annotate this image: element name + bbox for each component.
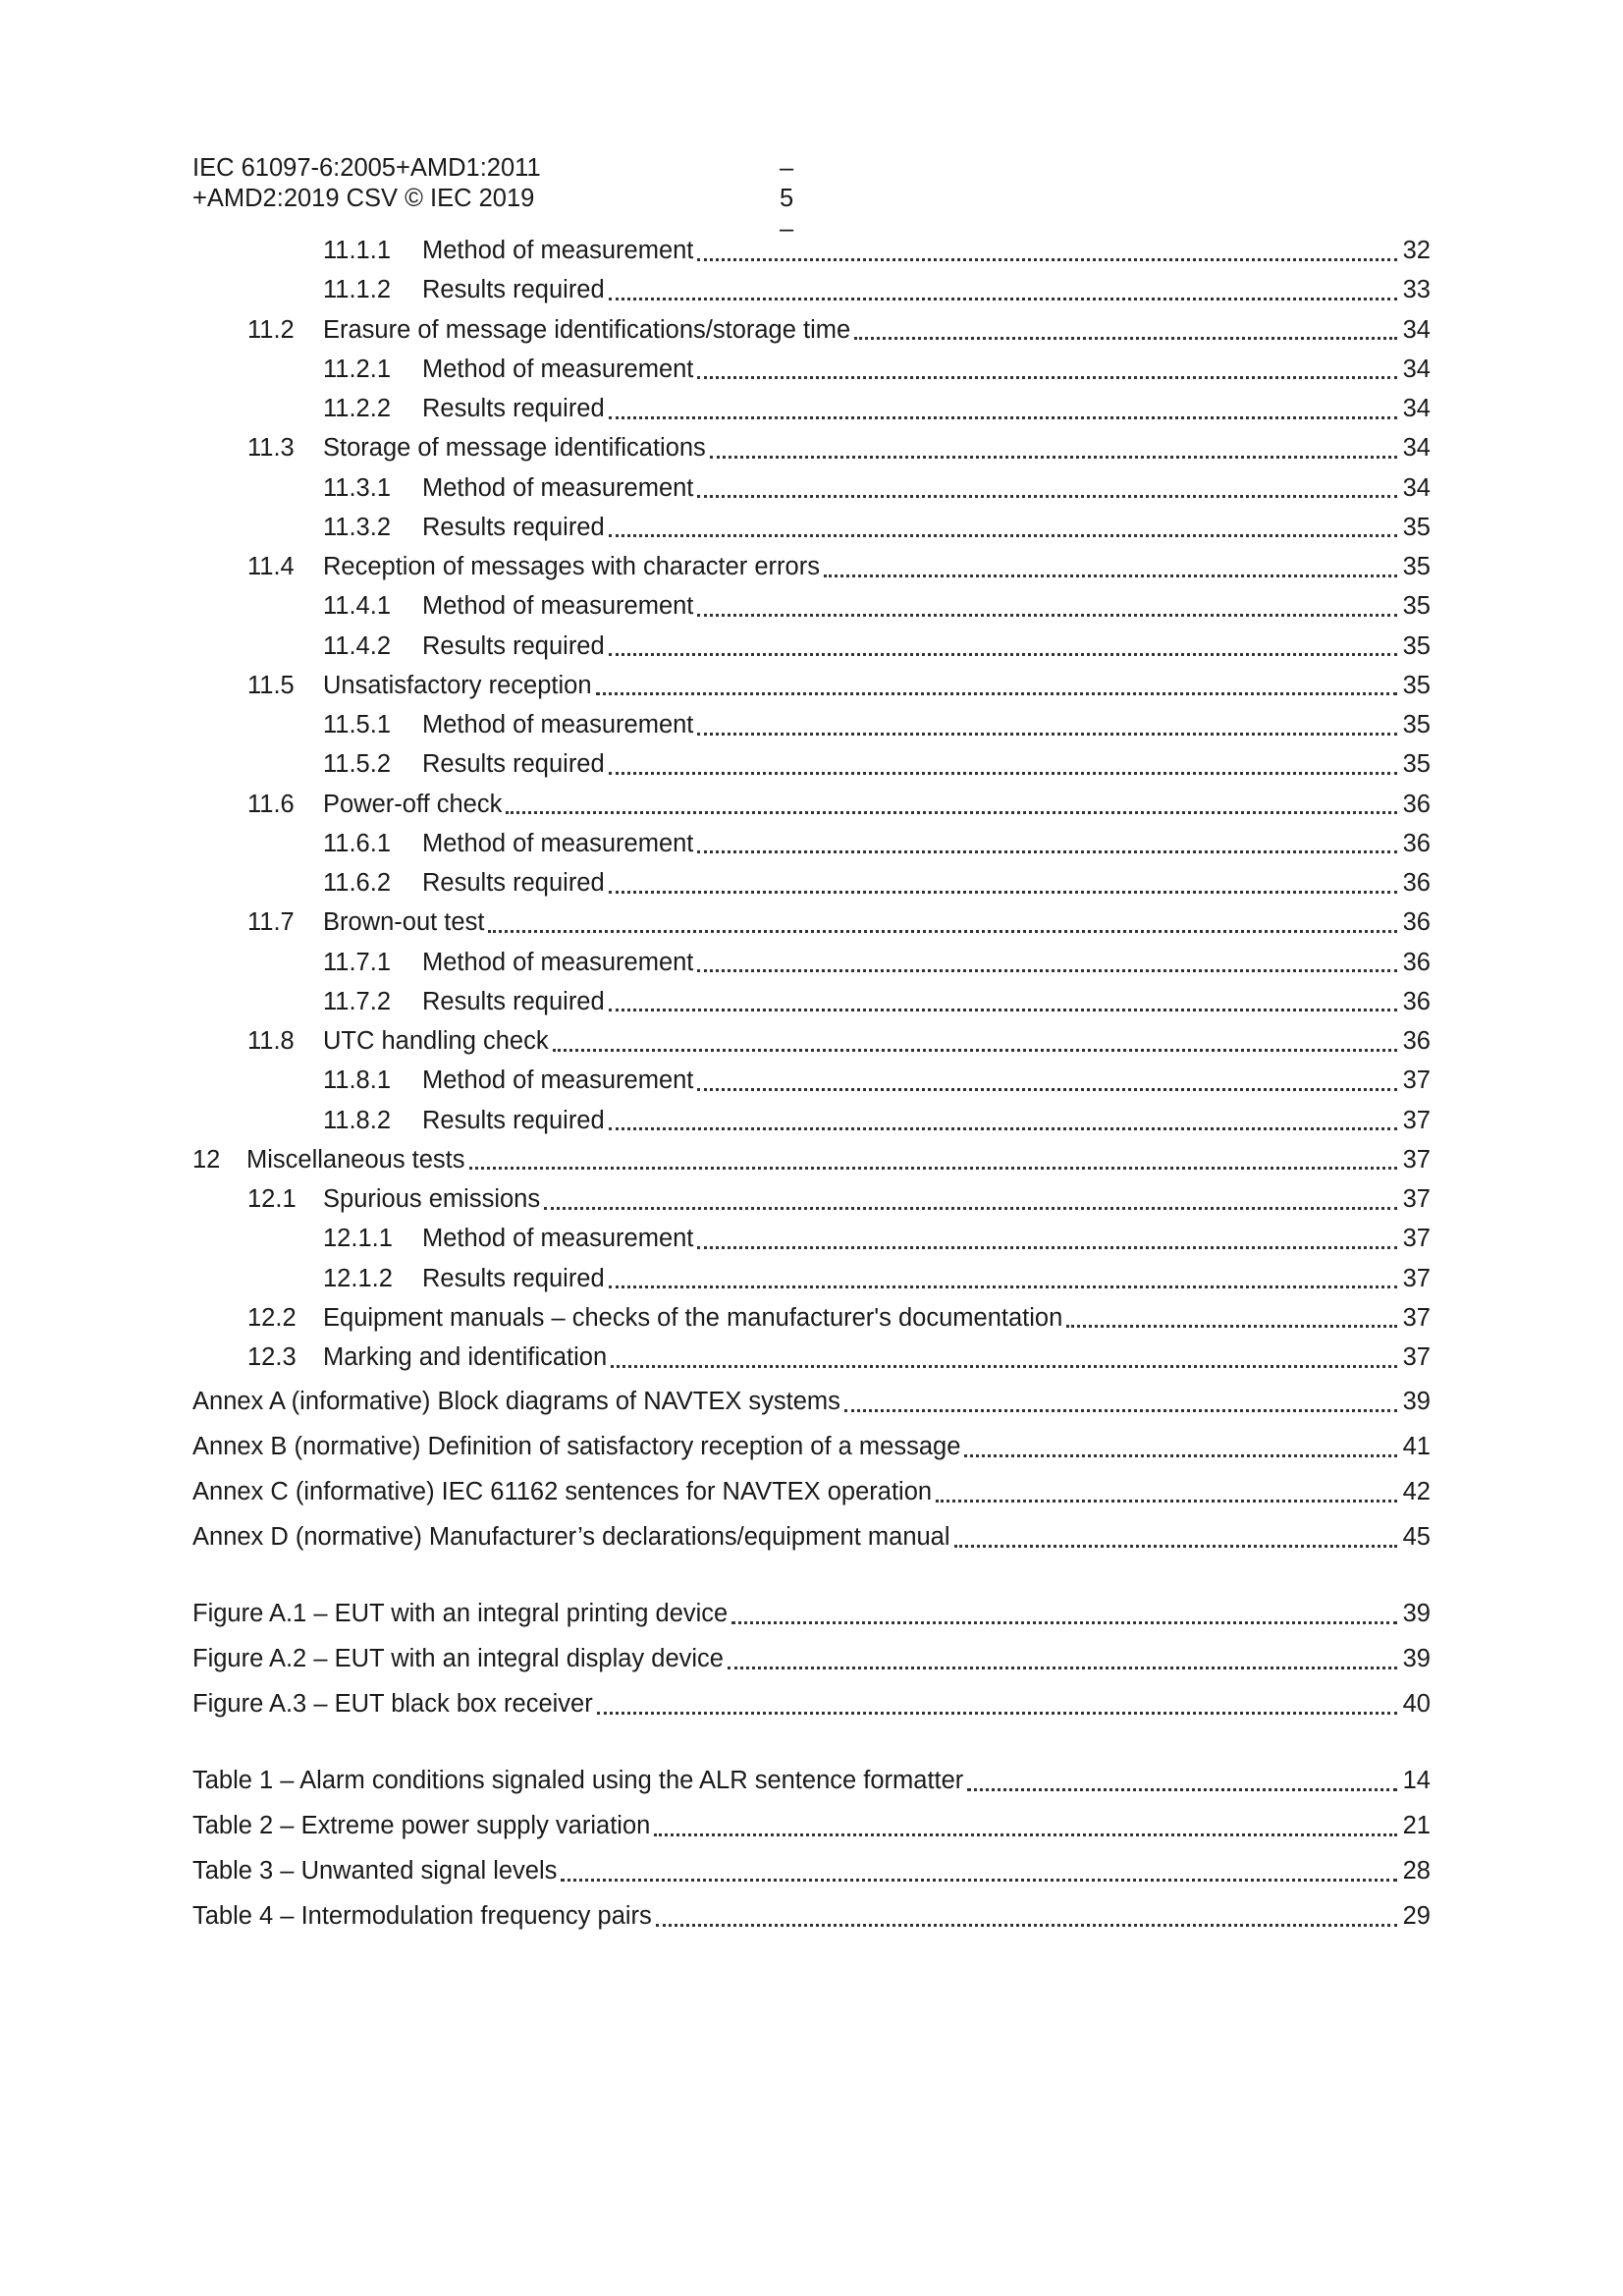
dot-leader [697, 376, 1397, 379]
toc-entry-title: Method of measurement [422, 948, 694, 976]
dot-leader [1066, 1325, 1397, 1328]
toc-entry[interactable] [192, 1140, 1431, 1179]
toc-entry-page: 36 [1402, 790, 1431, 818]
section-gap [192, 1726, 1431, 1758]
dot-leader [710, 456, 1397, 459]
toc-entry[interactable] [192, 943, 1431, 982]
toc-entry-title: Method of measurement [422, 237, 694, 264]
toc-entry-title: Results required [422, 631, 605, 660]
toc-entry[interactable] [192, 1379, 1431, 1424]
toc-entry-page: 36 [1402, 869, 1431, 897]
toc-entry-number: 11.5.1 [323, 711, 392, 738]
toc-entry-title: Reception of messages with character errors [323, 553, 820, 580]
toc-entry-page: 35 [1402, 711, 1431, 738]
toc-entry-number: 12 [192, 1145, 221, 1174]
toc-entry-number: 12.1.2 [323, 1264, 393, 1292]
toc-entry-page: 37 [1402, 1343, 1431, 1371]
toc-entry-title: Brown-out test [323, 908, 485, 937]
dot-leader [596, 692, 1397, 695]
toc-entry[interactable] [192, 902, 1431, 942]
dot-leader [844, 1409, 1397, 1412]
toc-entry-number: 12.1.1 [323, 1225, 393, 1253]
dot-leader [609, 891, 1397, 894]
toc-entry[interactable] [192, 1259, 1431, 1298]
dot-leader [506, 811, 1397, 814]
toc-entry[interactable] [192, 1021, 1431, 1061]
toc-entry[interactable] [192, 231, 1431, 270]
toc-entry-page: 34 [1402, 355, 1431, 383]
dot-leader [609, 1009, 1397, 1011]
toc-entry-page: 35 [1402, 592, 1431, 621]
toc-entry[interactable] [192, 863, 1431, 902]
toc-entry-title: Figure A.2 – EUT with an integral display device [192, 1645, 724, 1673]
toc-entry-page: 35 [1402, 513, 1431, 541]
toc-entry-number: 11.7.1 [323, 948, 392, 976]
toc-entry-page: 36 [1402, 908, 1431, 937]
dot-leader [697, 1088, 1397, 1091]
toc-entry-number: 11.5.2 [323, 750, 392, 779]
toc-entry[interactable] [192, 270, 1431, 309]
toc-entry[interactable] [192, 627, 1431, 666]
toc-entry[interactable] [192, 1298, 1431, 1338]
toc-entry-page: 28 [1402, 1857, 1431, 1886]
toc-entry-page: 39 [1402, 1645, 1431, 1673]
toc-entry[interactable] [192, 1591, 1431, 1636]
toc-entry-number: 11.4.1 [323, 592, 392, 621]
dot-leader [697, 733, 1397, 736]
toc-entry-title: Results required [422, 513, 605, 541]
toc-entry-title: Table 3 – Unwanted signal levels [192, 1857, 558, 1886]
toc-entry-title: Results required [422, 276, 605, 304]
toc-entry-page: 34 [1402, 395, 1431, 422]
dot-leader [609, 416, 1397, 419]
toc-entry-page: 35 [1402, 750, 1431, 779]
toc-entry-page: 34 [1402, 473, 1431, 502]
toc-entry-title: Storage of message identifications [323, 434, 706, 463]
toc-entry-page: 33 [1402, 276, 1431, 304]
toc-entry-number: 11.6 [247, 790, 295, 818]
toc-entry-page: 36 [1402, 1027, 1431, 1055]
toc-entry[interactable] [192, 468, 1431, 508]
toc-entry-number: 12.1 [247, 1185, 297, 1213]
toc-entry[interactable] [192, 1469, 1431, 1514]
toc-entry-title: Results required [422, 1264, 605, 1292]
dot-leader [609, 772, 1397, 775]
toc-entry[interactable] [192, 1179, 1431, 1219]
toc-entry[interactable] [192, 1893, 1431, 1939]
dot-leader [654, 1833, 1397, 1836]
dot-leader [954, 1545, 1397, 1548]
toc-entry-page: 35 [1402, 553, 1431, 580]
toc-entry-title: Marking and identification [323, 1343, 608, 1371]
toc-entry-page: 37 [1402, 1264, 1431, 1292]
toc-entry-number: 11.5 [247, 671, 295, 699]
page-header [192, 153, 541, 214]
header-standard-line1: IEC 61097-6:2005+AMD1:2011 [192, 154, 541, 182]
toc-entry-page: 41 [1402, 1433, 1431, 1461]
toc-entry-title: Table 1 – Alarm conditions signaled using the ALR sentence formatter [192, 1767, 964, 1795]
dot-leader [553, 1049, 1397, 1052]
section-gap [192, 1559, 1431, 1591]
toc-entry-page: 45 [1402, 1523, 1431, 1552]
dot-leader [609, 298, 1397, 301]
toc-entry-page: 32 [1402, 237, 1431, 264]
dot-leader [697, 850, 1397, 853]
toc-entry-number: 11.4.2 [323, 631, 392, 660]
dot-leader [731, 1621, 1397, 1624]
toc-entry-number: 11.6.2 [323, 869, 392, 897]
toc-entry-number: 11.8.1 [323, 1066, 392, 1095]
toc-entry-title: Method of measurement [422, 355, 694, 383]
toc-entry-page: 39 [1402, 1600, 1431, 1628]
toc-entry-page: 34 [1402, 315, 1431, 344]
toc-entry[interactable] [192, 350, 1431, 389]
toc-entry-number: 11.3 [247, 434, 295, 463]
toc-entry-number: 11.1.1 [323, 237, 392, 264]
toc-entry-page: 37 [1402, 1106, 1431, 1134]
header-standard-line2: +AMD2:2019 CSV © IEC 2019 [192, 185, 535, 212]
toc-entry-page: 36 [1402, 948, 1431, 976]
toc-entry-number: 12.2 [247, 1303, 297, 1332]
dot-leader [697, 258, 1397, 261]
dot-leader [697, 495, 1397, 498]
toc-entry-title: Figure A.1 – EUT with an integral printing device [192, 1600, 729, 1628]
dot-leader [609, 653, 1397, 656]
dot-leader [544, 1207, 1397, 1210]
dot-leader [854, 337, 1397, 340]
toc-entry[interactable] [192, 310, 1431, 350]
toc-entry-page: 14 [1402, 1767, 1431, 1795]
dot-leader [597, 1712, 1397, 1715]
toc-entry-page: 37 [1402, 1145, 1431, 1174]
toc-entry[interactable] [192, 1636, 1431, 1681]
toc-entry[interactable] [192, 1848, 1431, 1893]
dot-leader [728, 1667, 1397, 1669]
toc-entry[interactable] [192, 1061, 1431, 1100]
toc-entry-page: 35 [1402, 671, 1431, 699]
toc-entry-title: Results required [422, 395, 605, 422]
toc-entry[interactable] [192, 1514, 1431, 1559]
toc-entry-page: 35 [1402, 631, 1431, 660]
toc-entry-page: 39 [1402, 1388, 1431, 1416]
toc-entry-page: 37 [1402, 1185, 1431, 1213]
toc-entry[interactable] [192, 1681, 1431, 1726]
toc-entry[interactable] [192, 666, 1431, 705]
toc-entry-title: Results required [422, 987, 605, 1015]
dot-leader [611, 1365, 1397, 1368]
toc-entry-page: 37 [1402, 1225, 1431, 1253]
toc-entry-title: Equipment manuals – checks of the manufacturer's documentation [323, 1303, 1063, 1332]
toc-entry-page: 42 [1402, 1478, 1431, 1506]
page-number: – 5 – [780, 154, 794, 243]
dot-leader [561, 1879, 1397, 1882]
toc-entry[interactable] [192, 428, 1431, 467]
dot-leader [697, 614, 1397, 617]
toc-entry[interactable] [192, 586, 1431, 626]
toc-entry-number: 11.2.1 [323, 355, 392, 383]
table-of-contents [192, 231, 1431, 1939]
toc-entry-number: 11.4 [247, 553, 295, 580]
dot-leader [609, 534, 1397, 537]
toc-entry-title: Annex A (informative) Block diagrams of NAVTEX systems [192, 1388, 840, 1416]
toc-entry-title: Table 4 – Intermodulation frequency pairs [192, 1902, 652, 1931]
toc-entry-title: Method of measurement [422, 1066, 694, 1095]
toc-entry-title: Table 2 – Extreme power supply variation [192, 1812, 651, 1840]
toc-entry-number: 11.3.2 [323, 513, 392, 541]
dot-leader [824, 574, 1397, 577]
toc-entry[interactable] [192, 785, 1431, 824]
toc-entry-title: Method of measurement [422, 473, 694, 502]
dot-leader [656, 1924, 1397, 1927]
toc-entry-number: 11.1.2 [323, 276, 392, 304]
toc-entry-page: 40 [1402, 1690, 1431, 1719]
toc-entry-title: Method of measurement [422, 829, 694, 857]
toc-entry-number: 11.8 [247, 1027, 295, 1055]
toc-entry-title: Power-off check [323, 790, 503, 818]
toc-entry-title: Method of measurement [422, 711, 694, 738]
toc-entry[interactable] [192, 982, 1431, 1021]
dot-leader [964, 1454, 1397, 1457]
dot-leader [469, 1167, 1397, 1170]
toc-entry[interactable] [192, 389, 1431, 428]
toc-entry-title: Unsatisfactory reception [323, 671, 592, 699]
toc-entry[interactable] [192, 1803, 1431, 1848]
toc-entry[interactable] [192, 1219, 1431, 1258]
toc-entry-title: Results required [422, 1106, 605, 1134]
toc-entry-number: 11.8.2 [323, 1106, 392, 1134]
toc-entry-title: Method of measurement [422, 592, 694, 621]
dot-leader [936, 1500, 1397, 1503]
toc-entry-number: 11.3.1 [323, 473, 392, 502]
toc-entry-page: 37 [1402, 1066, 1431, 1095]
toc-entry[interactable] [192, 705, 1431, 744]
toc-entry-title: UTC handling check [323, 1027, 549, 1055]
toc-entry[interactable] [192, 824, 1431, 863]
toc-entry-number: 11.2.2 [323, 395, 392, 422]
toc-entry-title: Erasure of message identifications/storage time [323, 315, 851, 344]
dot-leader [609, 1285, 1397, 1288]
dot-leader [967, 1788, 1397, 1791]
toc-entry-page: 37 [1402, 1303, 1431, 1332]
toc-entry[interactable] [192, 1424, 1431, 1469]
toc-entry-number: 11.7.2 [323, 987, 392, 1015]
toc-entry-title: Method of measurement [422, 1225, 694, 1253]
toc-entry-title: Figure A.3 – EUT black box receiver [192, 1690, 593, 1719]
toc-entry[interactable] [192, 508, 1431, 547]
toc-entry-page: 34 [1402, 434, 1431, 463]
toc-entry-title: Miscellaneous tests [246, 1145, 465, 1174]
dot-leader [488, 930, 1397, 933]
toc-entry-number: 11.7 [247, 908, 295, 937]
toc-entry[interactable] [192, 1101, 1431, 1140]
toc-entry-page: 21 [1402, 1812, 1431, 1840]
toc-entry[interactable] [192, 1758, 1431, 1803]
toc-entry-page: 29 [1402, 1902, 1431, 1931]
toc-entry[interactable] [192, 1338, 1431, 1377]
dot-leader [697, 969, 1397, 972]
toc-entry-title: Annex C (informative) IEC 61162 sentences for NAVTEX operation [192, 1478, 933, 1506]
toc-entry-title: Annex B (normative) Definition of satisfactory reception of a message [192, 1433, 961, 1461]
toc-entry-title: Spurious emissions [323, 1185, 541, 1213]
dot-leader [697, 1246, 1397, 1249]
toc-entry-title: Results required [422, 869, 605, 897]
toc-entry-page: 36 [1402, 829, 1431, 857]
toc-entry-number: 11.6.1 [323, 829, 392, 857]
toc-entry[interactable] [192, 744, 1431, 784]
toc-entry-number: 12.3 [247, 1343, 297, 1371]
toc-entry-title: Results required [422, 750, 605, 779]
toc-entry[interactable] [192, 547, 1431, 586]
toc-entry-title: Annex D (normative) Manufacturer’s declarations/equipment manual [192, 1523, 950, 1552]
toc-entry-page: 36 [1402, 987, 1431, 1015]
toc-entry-number: 11.2 [247, 315, 295, 344]
dot-leader [609, 1127, 1397, 1130]
